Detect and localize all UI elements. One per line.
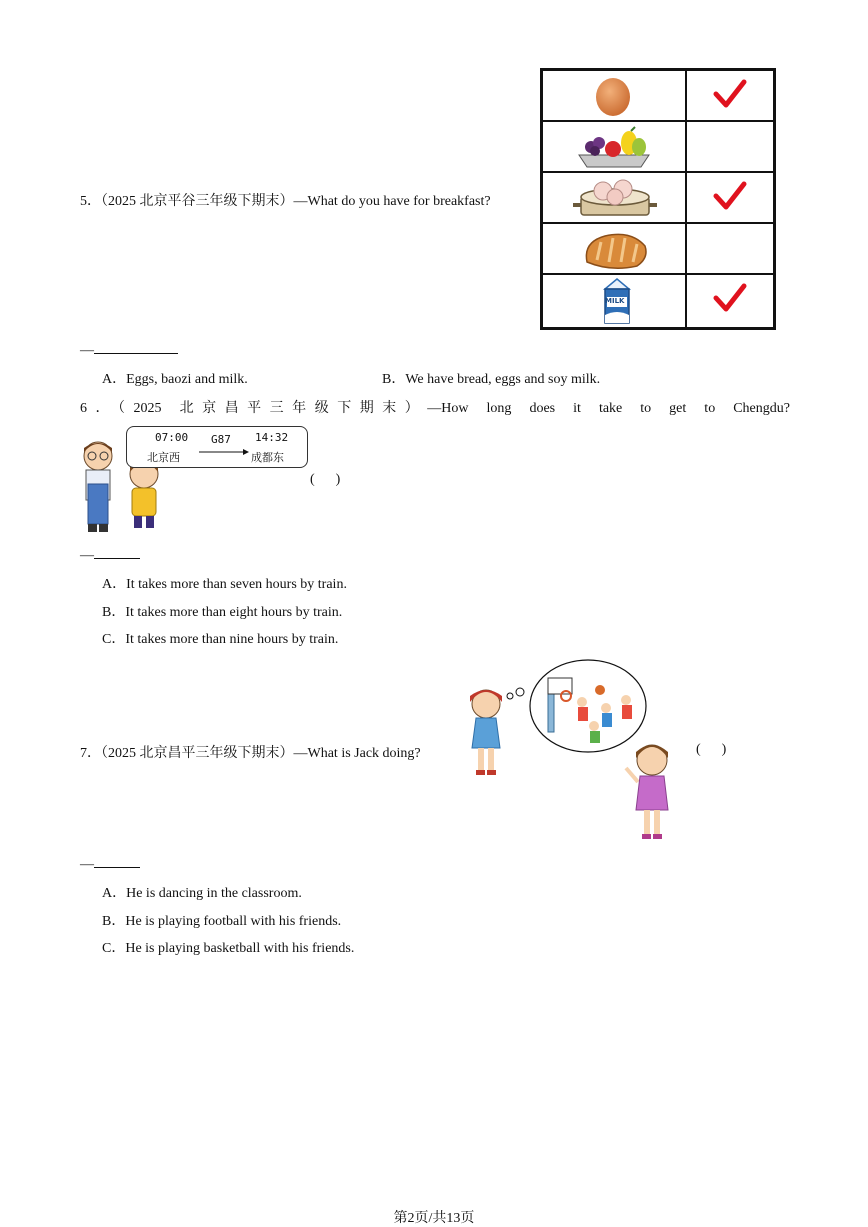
table-row-milk <box>543 275 773 326</box>
arrow-right-icon <box>199 447 249 457</box>
girl-thinking-icon <box>466 688 506 776</box>
check-icon <box>713 283 747 313</box>
arrive-station: 成都东 <box>251 451 284 464</box>
page-footer: 第2页/共13页 <box>393 1211 475 1226</box>
boy-character-icon <box>78 440 118 534</box>
girl-waving-icon <box>624 742 678 842</box>
breakfast-table <box>540 68 776 330</box>
fruit-basket-icon <box>573 125 655 171</box>
q6-stem: 6．（2025 北京昌平三年级下期末）—How long does it take to get to Chengdu? <box>80 401 790 416</box>
q7-option-a[interactable]: A．He is dancing in the classroom. <box>102 886 302 901</box>
q7-option-c[interactable]: C．He is playing basketball with his friends. <box>102 941 355 956</box>
train-info-bubble <box>126 426 308 468</box>
check-icon <box>713 181 747 211</box>
q6-answer-line[interactable] <box>80 548 140 564</box>
table-row-fruit <box>543 122 773 173</box>
milk-label: MILK <box>605 297 625 305</box>
q5-stem: 5．（2025 北京平谷三年级下期末）—What do you have for breakfast? <box>80 194 491 209</box>
answer-dash: — <box>80 343 94 358</box>
answer-blank <box>94 857 140 868</box>
q7-option-b[interactable]: B．He is playing football with his friends. <box>102 914 342 929</box>
girl-character-icon <box>126 458 162 532</box>
q5-option-b[interactable]: B．We have bread, eggs and soy milk. <box>382 372 601 387</box>
q5-option-a[interactable]: A．Eggs, baozi and milk. <box>102 372 248 387</box>
arrive-time: 14:32 <box>255 431 289 444</box>
depart-station: 北京西 <box>147 451 180 464</box>
q6-option-c[interactable]: C．It takes more than nine hours by train. <box>102 632 339 647</box>
baozi-steamer-icon <box>573 175 657 223</box>
q7-paren: ( ) <box>696 742 727 757</box>
q7-stem: 7．（2025 北京昌平三年级下期末）—What is Jack doing? <box>80 746 421 761</box>
table-row-baozi <box>543 173 773 224</box>
table-row-egg <box>543 71 773 122</box>
answer-blank <box>94 548 140 559</box>
egg-icon <box>593 75 633 117</box>
thought-bubble-basketball-icon <box>504 656 650 756</box>
q6-option-a[interactable]: A．It takes more than seven hours by train. <box>102 577 347 592</box>
answer-dash: — <box>80 857 94 872</box>
train-number: G87 <box>211 433 231 446</box>
table-row-bread <box>543 224 773 275</box>
q7-answer-line[interactable] <box>80 857 140 873</box>
q5-answer-line[interactable] <box>80 343 178 359</box>
q6-option-b[interactable]: B．It takes more than eight hours by train. <box>102 605 343 620</box>
check-icon <box>713 79 747 109</box>
answer-blank <box>94 343 178 354</box>
answer-dash: — <box>80 548 94 563</box>
q6-paren: ( ) <box>310 472 341 487</box>
bread-icon <box>581 228 651 272</box>
depart-time: 07:00 <box>155 431 189 444</box>
